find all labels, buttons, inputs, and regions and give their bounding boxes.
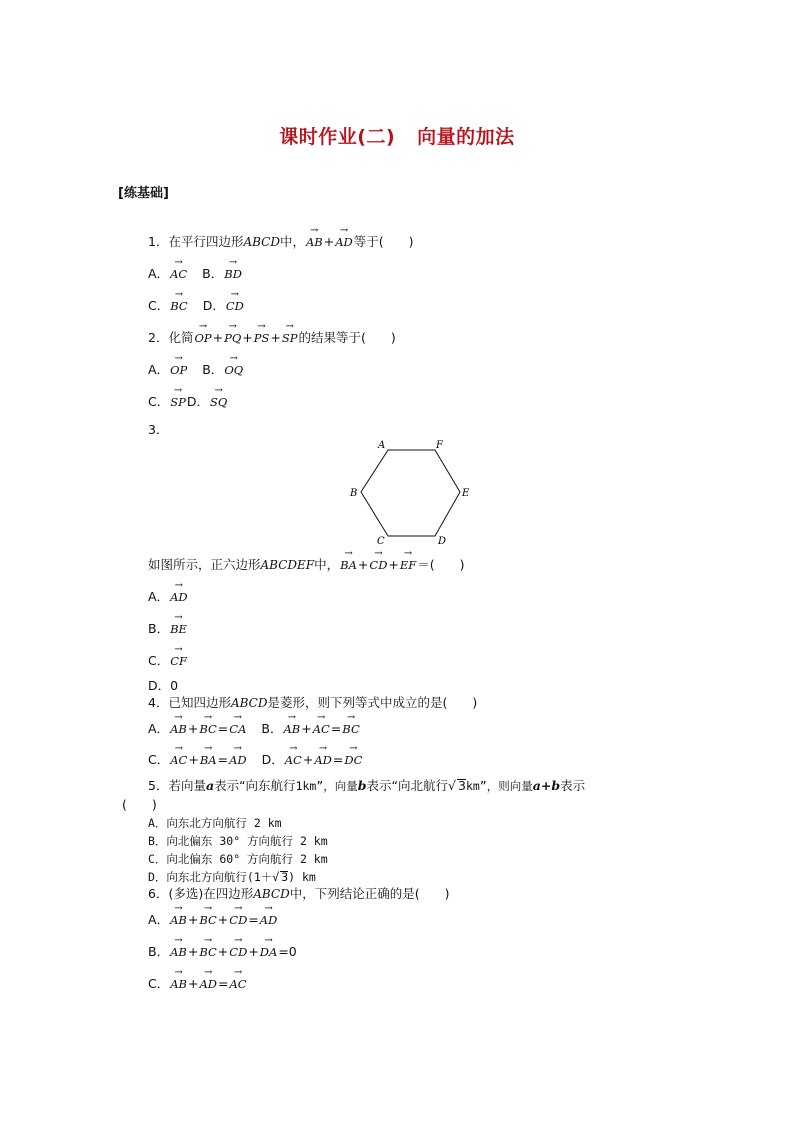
vector: → OQ — [223, 365, 244, 377]
option-label: C． — [148, 976, 170, 991]
q1-options-ab — [148, 268, 243, 281]
vector: → AD — [228, 755, 248, 767]
option-label: D． — [186, 394, 209, 409]
question-number: 6． — [148, 886, 169, 901]
option-label: A． — [148, 589, 170, 604]
vector-b: b — [551, 778, 561, 793]
q-text: 表示 — [560, 778, 586, 793]
shape-name: ABCD — [253, 887, 290, 901]
question-3: 如图所示，正六边形ABCDEF中，→ BA+→ CD+→ EF＝( ) — [148, 559, 465, 572]
q-text: 中， — [279, 234, 305, 249]
q-text: 等于( ) — [353, 234, 414, 249]
option-label: C． — [148, 298, 170, 313]
vector: → AC — [284, 755, 303, 767]
option-label: B． — [148, 621, 170, 636]
option-label: C． — [148, 653, 170, 668]
vertex-label-a: A — [378, 440, 386, 451]
option-label: B． — [148, 944, 170, 959]
q-text: 如图所示，正六边形 — [148, 557, 261, 572]
q-text: ＝( ) — [417, 557, 465, 572]
vector: → PS — [253, 333, 271, 345]
vector: → CA — [228, 724, 247, 736]
q-text: km”，向量 — [302, 779, 358, 793]
vector-b: b — [357, 778, 367, 793]
vector: → BC — [198, 915, 217, 927]
vector: → AC — [312, 724, 331, 736]
q-text: (多选)在四边形 — [168, 886, 254, 901]
hexagon-figure — [340, 434, 480, 546]
vector: → AD — [259, 915, 279, 927]
q-text: 化简 — [168, 330, 194, 345]
q2-options-ab — [148, 364, 244, 377]
q-text: 若向量 — [168, 778, 206, 793]
q6-option-b: B．→ AB+→ BC+→ CD+→ DA=0 — [148, 946, 297, 959]
q3-option-c — [148, 655, 188, 668]
vector: → AD — [198, 979, 218, 991]
vector: → SP — [169, 397, 187, 409]
vector: → AC — [169, 755, 188, 767]
vector: → AB — [169, 979, 188, 991]
question-5-paren: ( ) — [122, 797, 157, 812]
vector: → OP — [193, 333, 212, 345]
q-text: 已知四边形 — [168, 695, 231, 710]
vector: → CD — [225, 301, 245, 313]
q5-option-a: A．向东北方向航行 2 km — [148, 816, 282, 830]
option-label: B． — [202, 266, 224, 281]
option-label: D． — [261, 752, 284, 767]
vector: → SP — [281, 333, 299, 345]
q-text: 的结果等于( ) — [298, 330, 396, 345]
option-label: A． — [148, 721, 170, 736]
question-4 — [148, 697, 477, 710]
vector: → BC — [341, 724, 360, 736]
number: 1 — [295, 779, 303, 793]
vector: → CD — [228, 915, 248, 927]
title-sub: 向量的加法 — [417, 126, 515, 148]
question-1 — [148, 236, 414, 249]
vector-a: a — [205, 778, 215, 793]
question-6 — [148, 888, 450, 901]
q4-options-cd: C．→ AC+→ BA=→ AD D．→ AC+→ AD=→ DC — [148, 754, 363, 767]
title-main: 课时作业(二) — [279, 126, 396, 148]
question-number: 5． — [148, 778, 169, 793]
q-text: 中，下列结论正确的是( ) — [289, 886, 450, 901]
q-text: 在平行四边形 — [168, 234, 244, 249]
q2-options-cd — [148, 396, 228, 409]
vertex-label-e: E — [462, 488, 470, 499]
option-label: B． — [261, 721, 283, 736]
option-label: A． — [148, 362, 170, 377]
option-text: =0 — [278, 944, 297, 959]
vector: → AD — [334, 237, 354, 249]
vertex-label-f: F — [436, 440, 443, 451]
shape-name: ABCDEF — [260, 558, 315, 572]
question-number: 2． — [148, 330, 169, 345]
q-text: km”，则向量 — [465, 779, 533, 793]
option-label: B． — [202, 362, 224, 377]
question-number: 4． — [148, 695, 169, 710]
vector: → DA — [259, 947, 279, 959]
q6-option-a: A．→ AB+→ BC+→ CD=→ AD — [148, 914, 278, 927]
vector: → AB — [282, 724, 301, 736]
shape-name: ABCD — [243, 235, 280, 249]
vector: → BA — [199, 755, 218, 767]
vector: → OP — [169, 365, 188, 377]
vector: → AB — [305, 237, 324, 249]
question-3-number: 3． — [148, 422, 169, 437]
vector: → SQ — [209, 397, 228, 409]
vector: → AC — [229, 979, 248, 991]
vector: → AC — [169, 269, 188, 281]
q5-option-b: B．向北偏东 30° 方向航行 2 km — [148, 834, 328, 848]
vertex-label-d: D — [438, 536, 447, 546]
q4-options-ab: A．→ AB+→ BC=→ CA B．→ AB+→ AC=→ BC — [148, 723, 361, 736]
vector: → BC — [169, 301, 188, 313]
vector: → CF — [169, 656, 188, 668]
sqrt-radicand: 3 — [281, 870, 289, 884]
option-label: C． — [148, 752, 170, 767]
shape-name: ABCD — [230, 696, 268, 710]
option-text: ) km — [288, 870, 316, 884]
vector: → DC — [343, 755, 363, 767]
option-label: A． — [148, 912, 170, 927]
vector: → BA — [339, 560, 358, 572]
vector: → CD — [228, 947, 248, 959]
vector: → BD — [223, 269, 243, 281]
vector: → AB — [169, 947, 188, 959]
q3-option-a — [148, 591, 189, 604]
vector: → BE — [169, 624, 188, 636]
hexagon-outline — [361, 450, 460, 536]
vector: → PQ — [223, 333, 242, 345]
q-text: 表示“向东航行 — [214, 778, 296, 793]
q6-option-c: C．→ AB+→ AD=→ AC — [148, 978, 248, 991]
option-label: C． — [148, 394, 170, 409]
plus: + — [323, 234, 335, 249]
q3-option-b — [148, 623, 188, 636]
q1-options-cd — [148, 300, 245, 313]
section-heading: [练基础] — [118, 186, 169, 201]
question-2: 2．化简→ OP+→ PQ+→ PS+→ SP的结果等于( ) — [148, 332, 396, 345]
vertex-label-c: C — [377, 536, 385, 546]
q-text: 中， — [314, 557, 340, 572]
q3-option-d: D．0 — [148, 678, 179, 693]
option-label: A． — [148, 266, 170, 281]
sqrt-radicand: 3 — [457, 778, 466, 793]
option-label: D． — [202, 298, 225, 313]
vector: → CD — [368, 560, 388, 572]
vector: → AB — [169, 915, 188, 927]
question-number: 1． — [148, 234, 169, 249]
vector: → AD — [169, 592, 189, 604]
vector-a: a — [532, 778, 541, 793]
q5-option-d: D．向东北方向航行(1＋√ 3) km — [148, 870, 316, 884]
vector: → BC — [198, 724, 217, 736]
vertex-label-b: B — [350, 488, 358, 499]
page-title — [0, 122, 794, 149]
vector: → BC — [198, 947, 217, 959]
q5-option-c: C．向北偏东 60° 方向航行 2 km — [148, 852, 328, 866]
q-text: 是菱形，则下列等式中成立的是( ) — [267, 695, 478, 710]
option-text: D．向东北方向航行(1＋ — [148, 870, 273, 884]
vector-sum: a+b — [532, 778, 561, 793]
question-5: 5．若向量a表示“向东航行1km”，向量b表示“向北航行√ 3km”，则向量a+b表示 — [148, 778, 586, 793]
vector: → EF — [399, 560, 417, 572]
q-text: 表示“向北航行 — [366, 778, 449, 793]
vector: → AD — [313, 755, 333, 767]
vector: → AB — [169, 724, 188, 736]
